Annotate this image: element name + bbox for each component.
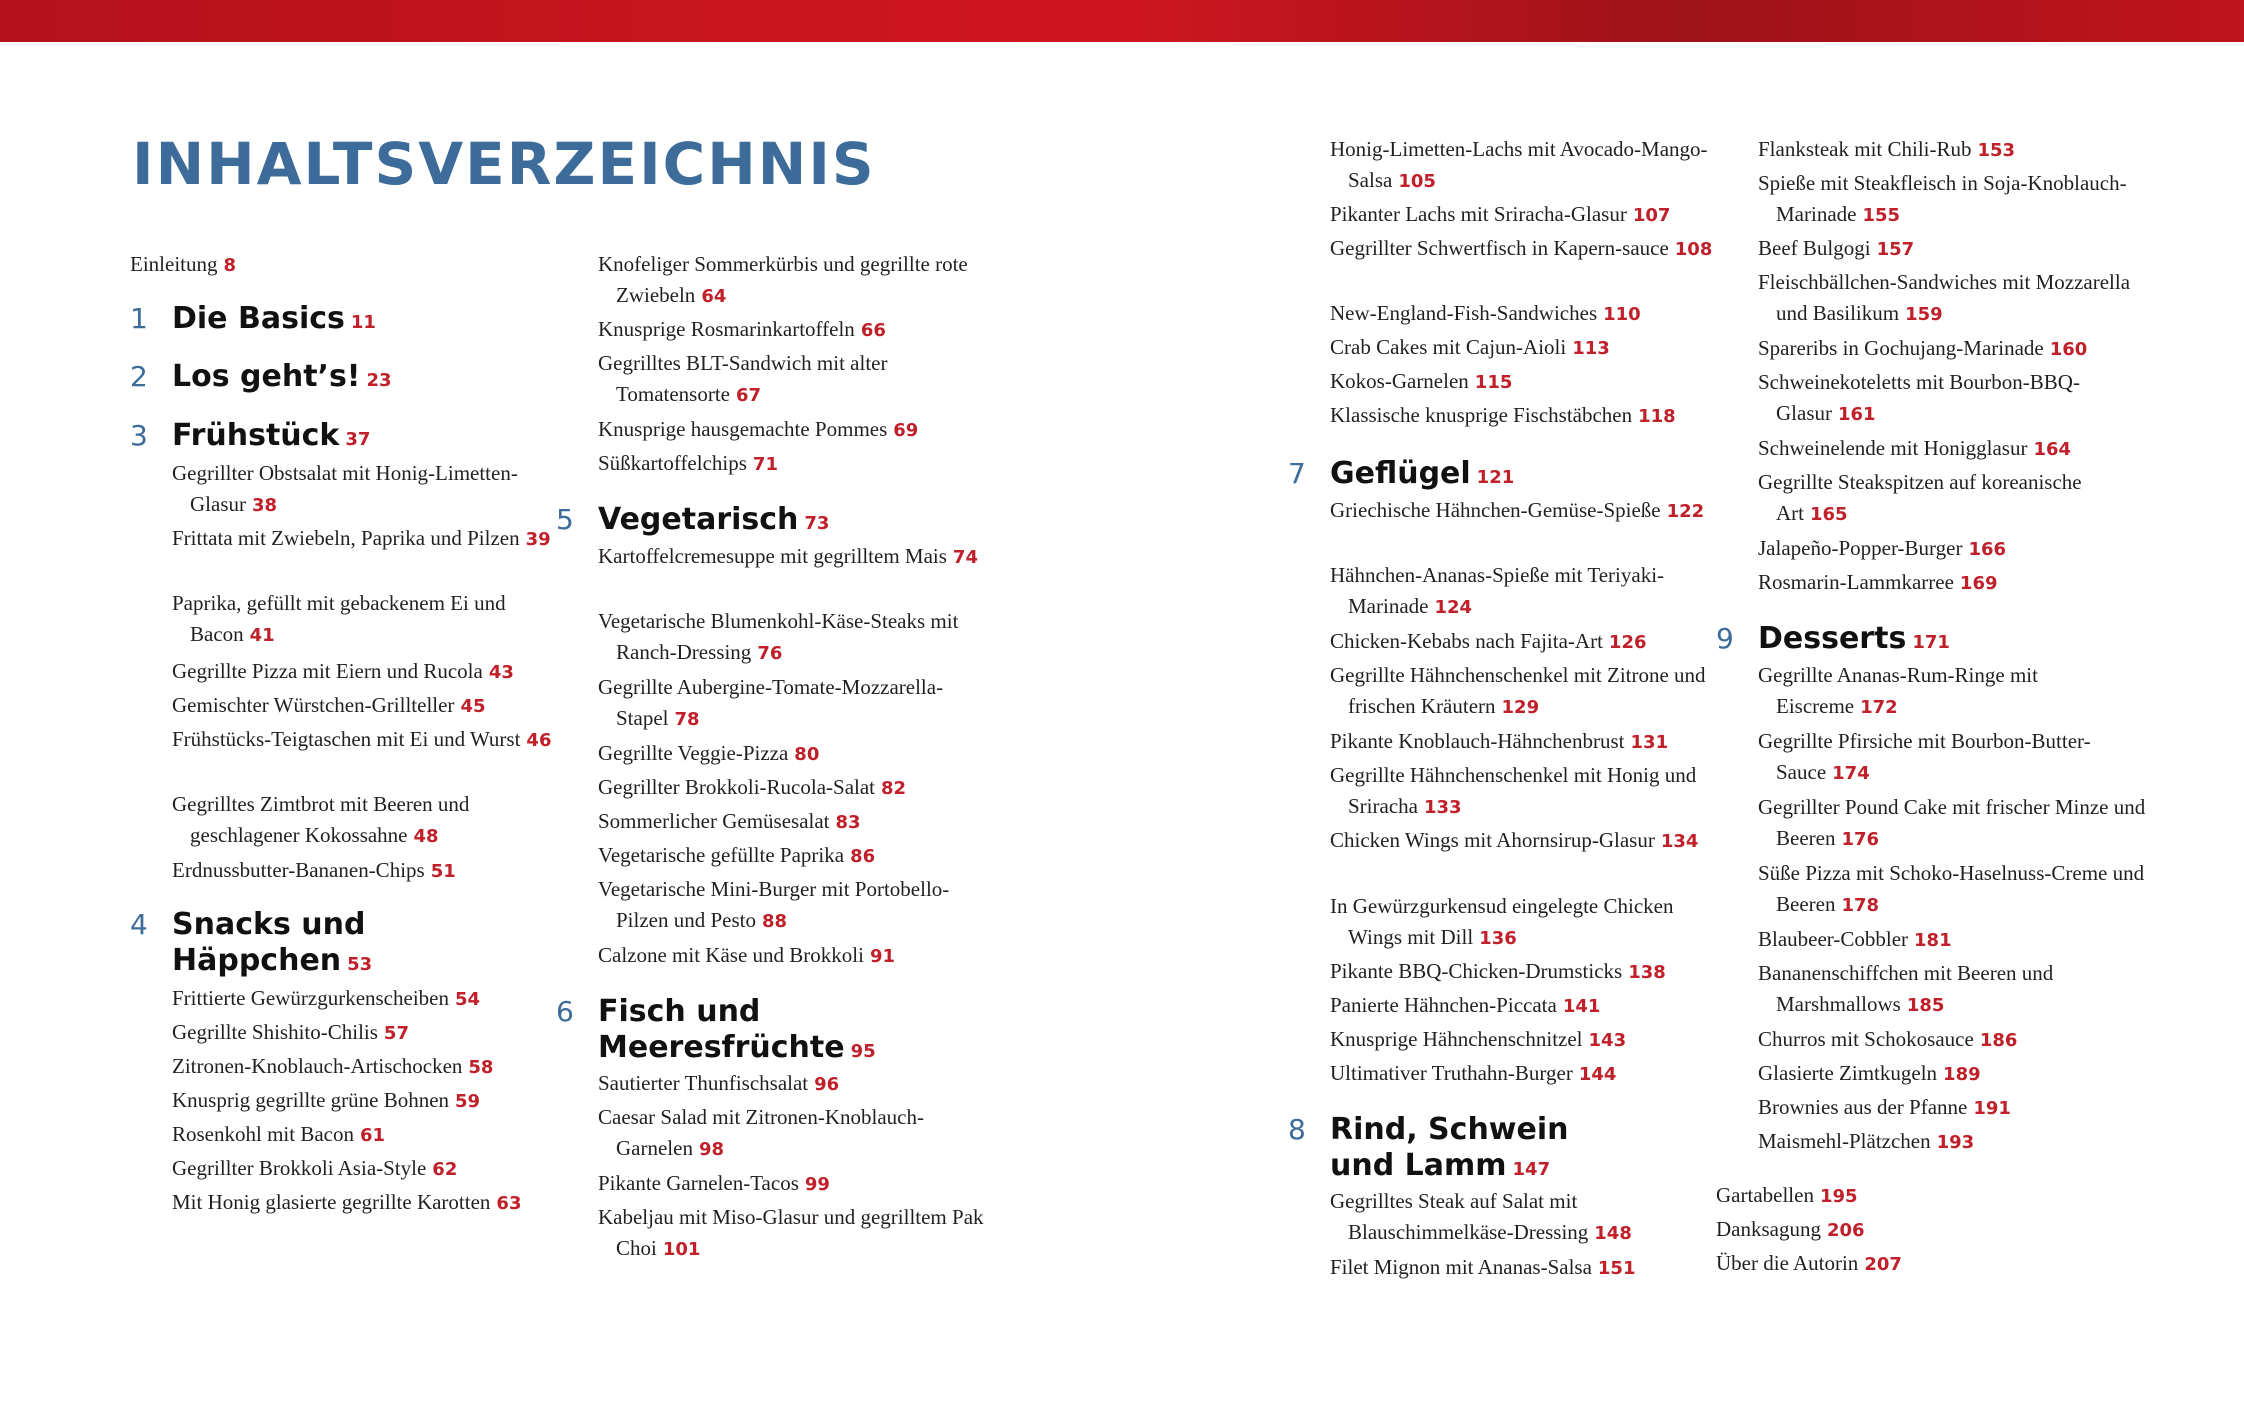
toc-entry[interactable]: Flanksteak mit Chili-Rub 153 (1758, 137, 2016, 161)
toc-entry[interactable]: Maismehl-Plätzchen 193 (1758, 1129, 1975, 1153)
toc-entry[interactable]: Gegrillte Pizza mit Eiern und Rucola 43 (172, 659, 514, 683)
section-title[interactable]: Frühstück 37 (172, 418, 371, 453)
toc-entry[interactable]: Einleitung 8 (130, 252, 237, 276)
toc-entry[interactable]: Danksagung 206 (1716, 1217, 1865, 1241)
section-title[interactable]: Los geht’s! 23 (172, 359, 392, 394)
toc-entry[interactable]: Gegrillter Brokkoli-Rucola-Salat 82 (598, 775, 907, 799)
toc-entry[interactable]: Gegrillte Pfirsiche mit Bourbon-Butter-Sauce 174 (1758, 729, 2091, 784)
toc-entry[interactable]: Süßkartoffelchips 71 (598, 451, 778, 475)
toc-entry[interactable]: Gegrillte Hähnchenschenkel mit Honig und Sriracha 133 (1330, 763, 1697, 818)
toc-entry[interactable]: Spareribs in Gochujang-Marinade 160 (1758, 336, 2088, 360)
toc-entry[interactable]: Schweinelende mit Honigglasur 164 (1758, 436, 2072, 460)
toc-entry[interactable]: Spieße mit Steakfleisch in Soja-Knoblauch-Marinade 155 (1758, 171, 2127, 226)
toc-entry[interactable]: Calzone mit Käse und Brokkoli 91 (598, 943, 896, 967)
toc-entry[interactable]: Glasierte Zimtkugeln 189 (1758, 1061, 1981, 1085)
toc-entry[interactable]: Mit Honig glasierte gegrillte Karotten 63 (172, 1190, 522, 1214)
toc-entry[interactable]: Vegetarische gefüllte Paprika 86 (598, 843, 876, 867)
toc-entry[interactable]: Pikante Garnelen-Tacos 99 (598, 1171, 830, 1195)
toc-entry[interactable]: Brownies aus der Pfanne 191 (1758, 1095, 2011, 1119)
toc-entry[interactable]: Knusprige Rosmarinkartoffeln 66 (598, 317, 886, 341)
toc-entry[interactable]: Griechische Hähnchen-Gemüse-Spieße 122 (1330, 498, 1705, 522)
page-title: INHALTSVERZEICHNIS (132, 130, 876, 198)
toc-entry[interactable]: Knusprige hausgemachte Pommes 69 (598, 417, 919, 441)
section-title[interactable]: Desserts 171 (1758, 621, 1950, 656)
section-number: 2 (130, 360, 148, 393)
toc-entry[interactable]: Rosenkohl mit Bacon 61 (172, 1122, 386, 1146)
toc-entry[interactable]: Knusprige Hähnchenschnitzel 143 (1330, 1027, 1627, 1051)
toc-entry[interactable]: Kartoffelcremesuppe mit gegrilltem Mais 74 (598, 544, 978, 568)
toc-entry[interactable]: Gegrillter Schwertfisch in Kapern-sauce 108 (1330, 236, 1713, 260)
toc-entry[interactable]: Jalapeño-Popper-Burger 166 (1758, 536, 2007, 560)
toc-entry[interactable]: Süße Pizza mit Schoko-Haselnuss-Creme und Beeren 178 (1758, 861, 2145, 916)
section-number: 1 (130, 302, 148, 335)
toc-entry[interactable]: Klassische knusprige Fischstäbchen 118 (1330, 403, 1676, 427)
toc-entry[interactable]: Fleischbällchen-Sandwiches mit Mozzarella und Basilikum 159 (1758, 270, 2131, 325)
toc-entry[interactable]: Bananenschiffchen mit Beeren und Marshmallows 185 (1758, 961, 2054, 1016)
section-number: 3 (130, 419, 148, 452)
toc-entry[interactable]: Gegrillter Pound Cake mit frischer Minze und Beeren 176 (1758, 795, 2146, 850)
section-number: 5 (556, 503, 574, 536)
toc-entry[interactable]: Gegrillter Obstsalat mit Honig-Limetten-Glasur 38 (172, 461, 518, 516)
toc-entry[interactable]: Rosmarin-Lammkarree 169 (1758, 570, 1998, 594)
section-title[interactable]: Die Basics 11 (172, 301, 376, 336)
section-number: 6 (556, 995, 574, 1028)
toc-entry[interactable]: Knusprig gegrillte grüne Bohnen 59 (172, 1088, 481, 1112)
toc-entry[interactable]: Kokos-Garnelen 115 (1330, 369, 1513, 393)
toc-entry[interactable]: Chicken Wings mit Ahornsirup-Glasur 134 (1330, 828, 1699, 852)
section-title[interactable]: Snacks und Häppchen 53 (172, 907, 373, 978)
toc-entry[interactable]: New-England-Fish-Sandwiches 110 (1330, 301, 1641, 325)
toc-entry[interactable]: Chicken-Kebabs nach Fajita-Art 126 (1330, 629, 1647, 653)
toc-entry[interactable]: Vegetarische Mini-Burger mit Portobello-Pilzen und Pesto 88 (598, 877, 950, 932)
toc-entry[interactable]: Sautierter Thunfischsalat 96 (598, 1071, 840, 1095)
toc-entry[interactable]: Knofeliger Sommerkürbis und gegrillte rote Zwiebeln 64 (598, 252, 968, 307)
toc-entry[interactable]: Honig-Limetten-Lachs mit Avocado-Mango-Salsa 105 (1330, 137, 1708, 192)
toc-entry[interactable]: Crab Cakes mit Cajun-Aioli 113 (1330, 335, 1610, 359)
section-number: 7 (1288, 457, 1306, 490)
section-number: 4 (130, 908, 148, 941)
toc-entry[interactable]: Caesar Salad mit Zitronen-Knoblauch-Garnelen 98 (598, 1105, 924, 1160)
toc-entry[interactable]: Churros mit Schokosauce 186 (1758, 1027, 2018, 1051)
section-number: 9 (1716, 622, 1734, 655)
toc-entry[interactable]: Gegrilltes Zimtbrot mit Beeren und geschlagener Kokossahne 48 (172, 792, 470, 847)
toc-entry[interactable]: Panierte Hähnchen-Piccata 141 (1330, 993, 1601, 1017)
toc-entry[interactable]: Gegrillte Shishito-Chilis 57 (172, 1020, 409, 1044)
toc-entry[interactable]: Gegrillte Ananas-Rum-Ringe mit Eiscreme 172 (1758, 663, 2038, 718)
toc-entry[interactable]: In Gewürzgurkensud eingelegte Chicken Wings mit Dill 136 (1330, 894, 1674, 949)
toc-entry[interactable]: Beef Bulgogi 157 (1758, 236, 1915, 260)
toc-entry[interactable]: Pikante BBQ-Chicken-Drumsticks 138 (1330, 959, 1666, 983)
toc-entry[interactable]: Gegrillte Hähnchenschenkel mit Zitrone und frischen Kräutern 129 (1330, 663, 1706, 718)
toc-entry[interactable]: Zitronen-Knoblauch-Artischocken 58 (172, 1054, 494, 1078)
toc-entry[interactable]: Pikanter Lachs mit Sriracha-Glasur 107 (1330, 202, 1671, 226)
section-title[interactable]: Fisch und Meeresfrüchte 95 (598, 994, 876, 1065)
toc-entry[interactable]: Erdnussbutter-Bananen-Chips 51 (172, 858, 456, 882)
toc-entry[interactable]: Schweinekoteletts mit Bourbon-BBQ-Glasur 161 (1758, 370, 2080, 425)
toc-entry[interactable]: Vegetarische Blumenkohl-Käse-Steaks mit Ranch-Dressing 76 (598, 609, 959, 664)
toc-entry[interactable]: Frittata mit Zwiebeln, Paprika und Pilzen 39 (172, 526, 551, 550)
section-title[interactable]: Geflügel 121 (1330, 456, 1515, 491)
toc-entry[interactable]: Paprika, gefüllt mit gebackenem Ei und Bacon 41 (172, 591, 506, 646)
toc-entry[interactable]: Gegrillte Aubergine-Tomate-Mozzarella-Stapel 78 (598, 675, 944, 730)
toc-entry[interactable]: Über die Autorin 207 (1716, 1251, 1902, 1275)
toc-entry[interactable]: Sommerlicher Gemüsesalat 83 (598, 809, 861, 833)
toc-entry[interactable]: Gegrillter Brokkoli Asia-Style 62 (172, 1156, 458, 1180)
toc-entry[interactable]: Gegrilltes BLT-Sandwich mit alter Tomatensorte 67 (598, 351, 888, 406)
toc-entry[interactable]: Ultimativer Truthahn-Burger 144 (1330, 1061, 1617, 1085)
toc-entry[interactable]: Gegrillte Steakspitzen auf koreanische Art 165 (1758, 470, 2082, 525)
top-red-bar (0, 0, 2244, 42)
toc-entry[interactable]: Filet Mignon mit Ananas-Salsa 151 (1330, 1255, 1636, 1279)
toc-entry[interactable]: Gemischter Würstchen-Grillteller 45 (172, 693, 486, 717)
toc-entry[interactable]: Frittierte Gewürzgurkenscheiben 54 (172, 986, 481, 1010)
toc-entry[interactable]: Blaubeer-Cobbler 181 (1758, 927, 1952, 951)
toc-entry[interactable]: Gartabellen 195 (1716, 1183, 1858, 1207)
section-number: 8 (1288, 1113, 1306, 1146)
toc-entry[interactable]: Pikante Knoblauch-Hähnchenbrust 131 (1330, 729, 1669, 753)
toc-entry[interactable]: Gegrillte Veggie-Pizza 80 (598, 741, 820, 765)
toc-entry[interactable]: Kabeljau mit Miso-Glasur und gegrilltem Pak Choi 101 (598, 1205, 984, 1260)
toc-entry[interactable]: Frühstücks-Teigtaschen mit Ei und Wurst 46 (172, 727, 552, 751)
toc-entry[interactable]: Hähnchen-Ananas-Spieße mit Teriyaki-Marinade 124 (1330, 563, 1665, 618)
section-title[interactable]: Vegetarisch 73 (598, 502, 830, 537)
toc-entry[interactable]: Gegrilltes Steak auf Salat mit Blauschimmelkäse-Dressing 148 (1330, 1189, 1632, 1244)
section-title[interactable]: Rind, Schwein und Lamm 147 (1330, 1112, 1569, 1183)
